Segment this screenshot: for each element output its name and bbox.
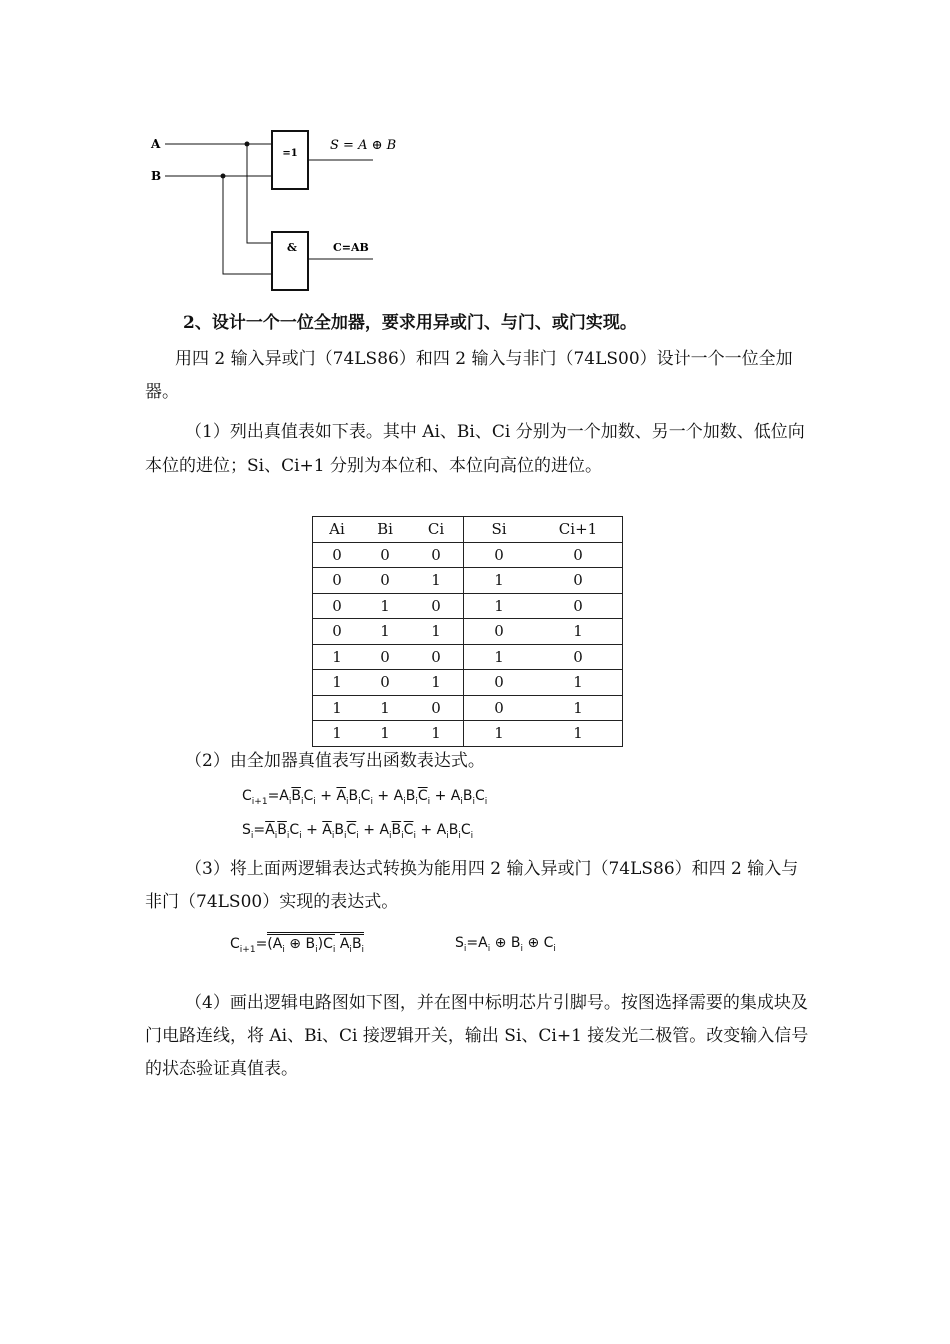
cell: 0	[361, 644, 409, 670]
section-heading: 2、设计一个一位全加器，要求用异或门、与门、或门实现。	[183, 313, 637, 333]
step4-paragraph: （4）画出逻辑电路图如下图，并在图中标明芯片引脚号。按图选择需要的集成块及门电路连线，将 Ai、Bi、Ci 接逻辑开关，输出 Si、Ci+1 接发光二极管。改变输入信号的状态验证真值表。	[145, 993, 809, 1079]
input-a-label: A	[151, 137, 161, 151]
cell: 0	[409, 542, 464, 568]
xor-gate-label: =1	[282, 148, 298, 159]
cell: 1	[409, 670, 464, 696]
table-row	[313, 593, 623, 619]
cell: 1	[534, 619, 623, 645]
sum-output-label: S = A ⊕ B	[330, 138, 397, 153]
eq-c-lhs: $C_{i+1}=$	[242, 788, 280, 807]
input-b-label: B	[151, 169, 162, 183]
cell: 1	[534, 670, 623, 696]
cell: 1	[534, 695, 623, 721]
col-ci1: Ci+1	[534, 517, 623, 543]
table-row	[313, 619, 623, 645]
cell: 0	[534, 568, 623, 594]
intro-paragraph: 用四 2 输入异或门（74LS86）和四 2 输入与非门（74LS00）设计一个一位全加器。	[145, 349, 793, 402]
cell: 1	[464, 644, 535, 670]
col-ci: Ci	[409, 517, 464, 543]
cell: 1	[573, 724, 583, 743]
step2-paragraph: （2）由全加器真值表写出函数表达式。	[185, 751, 485, 771]
cell: 0	[361, 542, 409, 568]
cell: 1	[409, 568, 464, 594]
cell: 1	[332, 724, 342, 743]
truth-table-header	[313, 517, 623, 543]
cell: 1	[409, 619, 464, 645]
cell: 0	[464, 619, 535, 645]
cell: 1	[464, 568, 535, 594]
cell: 1	[361, 619, 409, 645]
table-row	[313, 568, 623, 594]
eq-s-lhs: $S_i=$	[242, 822, 266, 841]
truth-table	[312, 516, 623, 747]
cell: 0	[313, 568, 362, 594]
step1-paragraph: （1）列出真值表如下表。其中 Ai、Bi、Ci 分别为一个加数、另一个加数、低位向本位的进位；Si、Ci+1 分别为本位和、本位向高位的进位。	[145, 422, 805, 476]
cell: 0	[534, 644, 623, 670]
cell: 1	[409, 721, 464, 747]
step3-paragraph: （3）将上面两逻辑表达式转换为能用四 2 输入异或门（74LS86）和四 2 输入与非门（74LS00）实现的表达式。	[145, 859, 799, 912]
col-ai: Ai	[313, 517, 362, 543]
cell: 0	[464, 542, 535, 568]
half-adder-circuit	[143, 125, 423, 295]
cell: 0	[534, 542, 623, 568]
carry-output-label: C=AB	[333, 241, 369, 254]
cell: 1	[464, 593, 535, 619]
cell: 1	[494, 724, 504, 743]
table-row	[313, 542, 623, 568]
and-gate-label: &	[287, 241, 297, 254]
cell: 0	[409, 644, 464, 670]
col-si: Si	[464, 517, 535, 543]
cell: 0	[409, 695, 464, 721]
table-row	[313, 721, 623, 747]
cell: 0	[313, 619, 362, 645]
xor-gate	[272, 131, 308, 189]
carry-equation: $C_{i+1}=A_i\overline{B}_iC_i + \overline{A}_iB_iC_i + A_iB_i\overline{C}_i + A_iB_iC_i$	[242, 788, 488, 807]
cell: 1	[313, 644, 362, 670]
cell: 1	[380, 724, 390, 743]
col-bi: Bi	[361, 517, 409, 543]
cell: 0	[361, 568, 409, 594]
sum-xor-equation: $S_i=A_i$ ⊕ $B_i$ ⊕ $C_i$	[455, 935, 556, 954]
carry-nand-equation: $C_{i+1}=(A_i$ ⊕ $B_i)C_i$ $A_iB_i$	[230, 932, 364, 955]
table-row	[313, 670, 623, 696]
cell: 0	[361, 670, 409, 696]
table-row	[313, 695, 623, 721]
cell: 1	[361, 593, 409, 619]
table-row	[313, 644, 623, 670]
sum-equation: $S_i=\overline{A}_i\overline{B}_iC_i + \overline{A}_iB_i\overline{C}_i + A_i\overline{B}_i\overline{C}_i + A_iB_iC_i$	[242, 822, 474, 841]
cell: 0	[464, 670, 535, 696]
cell: 1	[313, 670, 362, 696]
cell: 0	[313, 593, 362, 619]
cell: 0	[464, 695, 535, 721]
cell: 0	[313, 542, 362, 568]
cell: 1	[361, 695, 409, 721]
cell: 0	[534, 593, 623, 619]
cell: 0	[409, 593, 464, 619]
cell: 1	[313, 695, 362, 721]
